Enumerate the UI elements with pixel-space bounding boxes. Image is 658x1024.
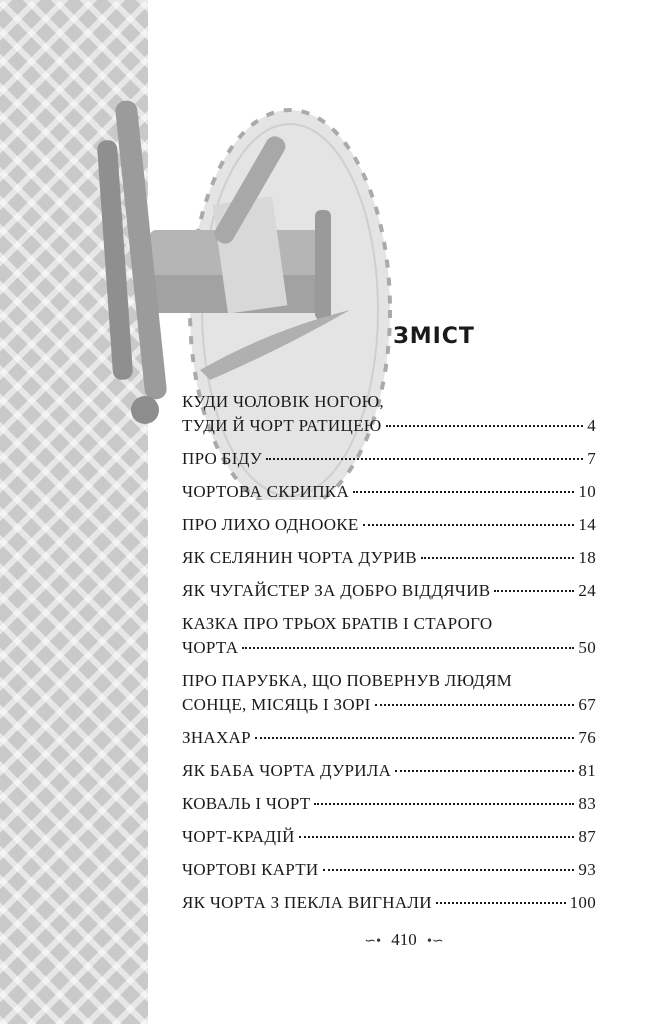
toc-entry-line: [182, 480, 596, 504]
leader-dots: [242, 646, 574, 649]
toc-entry-title: КОВАЛЬ І ЧОРТ: [182, 794, 311, 813]
toc-entry: [182, 669, 596, 717]
page-footer: [0, 930, 658, 950]
toc-page-number: 50: [578, 638, 596, 657]
toc-entry: [182, 480, 596, 504]
toc-page-number: 18: [578, 548, 596, 567]
toc-entry-line: [182, 636, 596, 660]
toc-entry-title: ЯК СЕЛЯНИН ЧОРТА ДУРИВ: [182, 548, 417, 567]
toc-page-number: 83: [578, 794, 596, 813]
leader-dots: [266, 457, 583, 460]
toc-entry: [182, 825, 596, 849]
toc-entry-title: ЧОРТОВІ КАРТИ: [182, 860, 319, 879]
toc-heading: [0, 324, 658, 349]
toc-entry-line: [182, 693, 596, 717]
toc-entry-title: КАЗКА ПРО ТРЬОХ БРАТІВ І СТАРОГО: [182, 614, 493, 633]
toc-entry: [182, 447, 596, 471]
toc-entry: [182, 513, 596, 537]
toc-page-number: 100: [569, 893, 596, 912]
leader-dots: [494, 589, 574, 592]
leader-dots: [255, 736, 575, 739]
toc-entry-line: [182, 669, 596, 693]
leader-dots: [386, 424, 584, 427]
table-of-contents: [182, 390, 596, 924]
toc-page-number: 67: [578, 695, 596, 714]
swirl-ornament-icon: ∽•: [364, 934, 381, 949]
toc-entry: [182, 759, 596, 783]
toc-entry-title: ТУДИ Й ЧОРТ РАТИЦЕЮ: [182, 416, 382, 435]
toc-entry-title: СОНЦЕ, МІСЯЦЬ І ЗОРІ: [182, 695, 371, 714]
heading-text: ЗМІСТ: [393, 324, 475, 349]
toc-entry-title: ЧОРТ-КРАДІЙ: [182, 827, 295, 846]
toc-entry-title: ПРО ПАРУБКА, ЩО ПОВЕРНУВ ЛЮДЯМ: [182, 671, 513, 690]
toc-entry: [182, 792, 596, 816]
toc-page-number: 76: [578, 728, 596, 747]
leader-dots: [436, 901, 566, 904]
toc-page-number: 24: [578, 581, 596, 600]
toc-entry: [182, 390, 596, 438]
toc-entry-title: ЧОРТА: [182, 638, 239, 657]
toc-entry-title: ЯК ЧУГАЙСТЕР ЗА ДОБРО ВІДДЯЧИВ: [182, 581, 491, 600]
leader-dots: [375, 703, 575, 706]
toc-entry-title: ПРО ЛИХО ОДНООКЕ: [182, 515, 359, 534]
leader-dots: [299, 835, 575, 838]
toc-page-number: 93: [578, 860, 596, 879]
toc-entry-line: [182, 612, 596, 636]
toc-page-number: 7: [587, 449, 596, 468]
toc-entry-title: ЯК ЧОРТА З ПЕКЛА ВИГНАЛИ: [182, 893, 432, 912]
toc-entry: [182, 891, 596, 915]
toc-entry-line: [182, 825, 596, 849]
toc-entry-line: [182, 414, 596, 438]
toc-entry-line: [182, 546, 596, 570]
toc-entry-line: [182, 513, 596, 537]
leader-dots: [363, 523, 575, 526]
leader-dots: [323, 868, 575, 871]
toc-entry-title: ПРО БІДУ: [182, 449, 263, 468]
toc-entry-line: [182, 726, 596, 750]
toc-entry: [182, 579, 596, 603]
toc-entry-line: [182, 390, 596, 414]
toc-page-number: 10: [578, 482, 596, 501]
page-number: 410: [391, 930, 417, 949]
toc-page-number: 4: [587, 416, 596, 435]
toc-entry-title: ЗНАХАР: [182, 728, 251, 747]
toc-entry-title: ЧОРТОВА СКРИПКА: [182, 482, 350, 501]
toc-entry: [182, 858, 596, 882]
leader-dots: [314, 802, 574, 805]
toc-entry: [182, 546, 596, 570]
toc-entry: [182, 612, 596, 660]
toc-entry-line: [182, 447, 596, 471]
toc-entry-title: КУДИ ЧОЛОВІК НОГОЮ,: [182, 392, 384, 411]
toc-page-number: 87: [578, 827, 596, 846]
toc-entry-line: [182, 759, 596, 783]
toc-entry-title: ЯК БАБА ЧОРТА ДУРИЛА: [182, 761, 392, 780]
leader-dots: [353, 490, 574, 493]
toc-entry-line: [182, 858, 596, 882]
toc-page-number: 14: [578, 515, 596, 534]
toc-entry: [182, 726, 596, 750]
toc-entry-line: [182, 792, 596, 816]
toc-page-number: 81: [578, 761, 596, 780]
toc-entry-line: [182, 891, 596, 915]
swirl-ornament-icon: •∽: [427, 934, 444, 949]
leader-dots: [421, 556, 574, 559]
leader-dots: [395, 769, 574, 772]
toc-entry-line: [182, 579, 596, 603]
